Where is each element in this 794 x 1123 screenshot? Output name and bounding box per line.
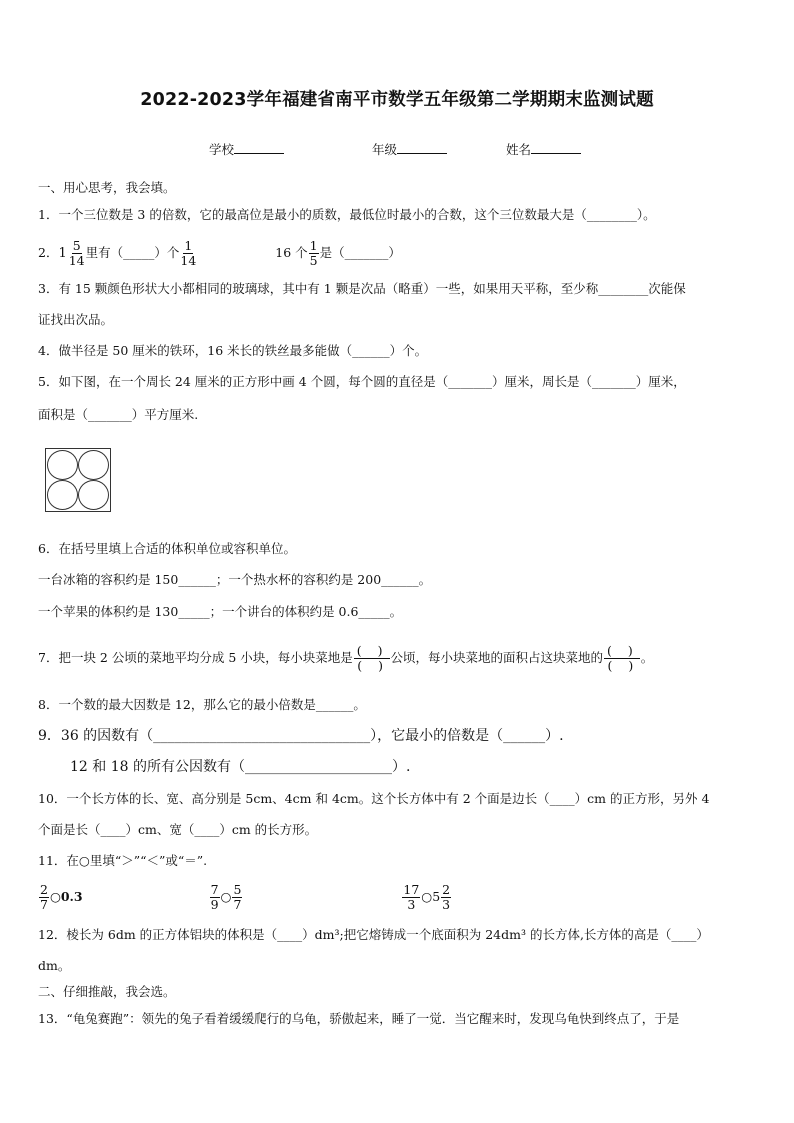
q11a-rest: ○0.3 xyxy=(49,889,83,904)
q11b-compare-circle[interactable]: ○ xyxy=(220,889,232,904)
question-10-line-1: 10．一个长方体的长、宽、高分别是 5cm、4cm 和 4cm。这个长方体中有 2 个面是边长（____）cm 的正方形，另外 4 xyxy=(38,791,710,806)
circle-bottom-right xyxy=(78,480,109,510)
q11b-numerator-1: 7 xyxy=(210,881,219,897)
circle-bottom-left xyxy=(47,480,78,510)
q2-fraction xyxy=(68,237,85,268)
question-12-line-2: dm。 xyxy=(38,958,71,973)
question-9-line-1: 9．36 的因数有（_______________________________），它最小的倍数是（______）. xyxy=(38,728,564,744)
q7-text-a: 7．把一块 2 公顷的菜地平均分成 5 小块，每小块菜地是 xyxy=(38,650,353,665)
question-8: 8．一个数的最大因数是 12，那么它的最小倍数是______。 xyxy=(38,697,366,712)
question-11: 11．在○里填“＞”“＜”或“＝”. xyxy=(38,853,208,868)
q2-numerator: 5 xyxy=(72,237,81,253)
q11b-numerator-2: 5 xyxy=(233,881,242,897)
q11c-denominator-2: 3 xyxy=(442,897,451,912)
question-4: 4．做半径是 50 厘米的铁环，16 米长的铁丝最多能做（______）个。 xyxy=(38,343,428,358)
q2-mixed-number xyxy=(58,237,85,271)
school-blank[interactable] xyxy=(234,141,284,154)
school-field xyxy=(209,140,284,158)
question-9-line-2: 12 和 18 的所有公因数有（_____________________）. xyxy=(70,759,411,775)
q2-prefix: 2． xyxy=(38,245,59,260)
q2-middle: 里有（_____）个 xyxy=(85,245,180,260)
q2-part2-a: 16 个 xyxy=(275,245,308,260)
question-7 xyxy=(38,638,758,678)
name-label: 姓名 xyxy=(506,142,532,157)
q2-fraction-3 xyxy=(309,237,319,268)
square-with-circles-figure xyxy=(45,448,111,512)
q2-denominator-2: 14 xyxy=(180,253,197,268)
q11c-compare[interactable]: ○5 xyxy=(421,889,441,904)
q11b-denominator-2: 7 xyxy=(233,897,242,912)
name-field xyxy=(506,140,581,158)
page-title: 2022-2023学年福建省南平市数学五年级第二学期期末监测试题 xyxy=(140,90,654,110)
q11c-numerator-1: 17 xyxy=(403,881,420,897)
q7-fraction-1 xyxy=(354,642,390,673)
q11c-numerator-2: 2 xyxy=(442,881,451,897)
q2-numerator-2: 1 xyxy=(184,237,193,253)
q2-whole: 1 xyxy=(58,245,67,261)
question-1: 1．一个三位数是 3 的倍数，它的最高位是最小的质数，最低位时最小的合数，这个三位数最大是（________）。 xyxy=(38,207,656,222)
question-6-line-a: 一台冰箱的容积约是 150______；一个热水杯的容积约是 200______。 xyxy=(38,572,432,587)
q11b-fraction-1 xyxy=(210,881,220,912)
question-10-line-2: 个面是长（____）cm、宽（____）cm 的长方形。 xyxy=(38,822,318,837)
question-3-line-2: 证找出次品。 xyxy=(38,312,114,327)
question-11-items xyxy=(38,880,758,914)
question-2 xyxy=(38,236,758,271)
q11b-denominator-1: 9 xyxy=(210,897,219,912)
name-blank[interactable] xyxy=(531,141,581,154)
q2-part2-b: 是（_______） xyxy=(319,245,401,260)
question-6: 6．在括号里填上合适的体积单位或容积单位。 xyxy=(38,541,296,556)
q7-frac2-bottom: ( ) xyxy=(607,658,640,673)
q7-text-b: 公顷，每小块菜地的面积占这块菜地的 xyxy=(390,650,604,665)
school-label: 学校 xyxy=(209,142,235,157)
question-3-line-1: 3．有 15 颗颜色形状大小都相同的玻璃球，其中有 1 颗是次品（略重）一些，如果用天平称，至少称________次能保 xyxy=(38,281,686,296)
grade-label: 年级 xyxy=(372,142,398,157)
q11c-fraction-2 xyxy=(441,881,451,912)
q7-frac2-top: ( ) xyxy=(604,645,640,660)
grade-blank[interactable] xyxy=(397,141,447,154)
question-5-line-1: 5．如下图，在一个周长 24 厘米的正方形中画 4 个圆，每个圆的直径是（_______）厘米，周长是（_______）厘米， xyxy=(38,374,686,389)
q7-frac1-top: ( ) xyxy=(354,645,390,660)
q7-frac1-bottom: ( ) xyxy=(357,658,389,673)
q7-text-c: 。 xyxy=(640,650,654,665)
q7-fraction-2 xyxy=(604,642,640,673)
circle-top-right xyxy=(78,450,109,480)
q2-numerator-3: 1 xyxy=(309,237,318,253)
section-heading-1: 一、用心思考，我会填。 xyxy=(38,180,176,195)
question-12-line-1: 12．棱长为 6dm 的正方体铝块的体积是（____）dm³;把它熔铸成一个底面积为 24dm³ 的长方体,长方体的高是（____） xyxy=(38,927,709,942)
q11b-fraction-2 xyxy=(232,881,242,912)
question-5-line-2: 面积是（_______）平方厘米. xyxy=(38,407,199,422)
q2-denominator-3: 5 xyxy=(309,253,318,268)
section-heading-2: 二、仔细推敲，我会选。 xyxy=(38,984,176,999)
question-6-line-b: 一个苹果的体积约是 130_____；一个讲台的体积约是 0.6_____。 xyxy=(38,604,403,619)
grade-field xyxy=(372,140,447,158)
q11c-denominator-1: 3 xyxy=(407,897,416,912)
q2-denominator: 14 xyxy=(68,253,85,268)
q11a-numerator: 2 xyxy=(40,881,48,897)
q11c-fraction-1 xyxy=(402,881,420,912)
q2-fraction-2 xyxy=(180,237,197,268)
question-13: 13．“龟兔赛跑”：领先的兔子看着缓缓爬行的乌龟，骄傲起来，睡了一觉．当它醒来时，发现乌龟快到终点了，于是 xyxy=(38,1011,680,1026)
q11a-fraction xyxy=(39,881,49,912)
circle-top-left xyxy=(47,450,78,480)
q11a-denominator: 7 xyxy=(40,897,48,912)
